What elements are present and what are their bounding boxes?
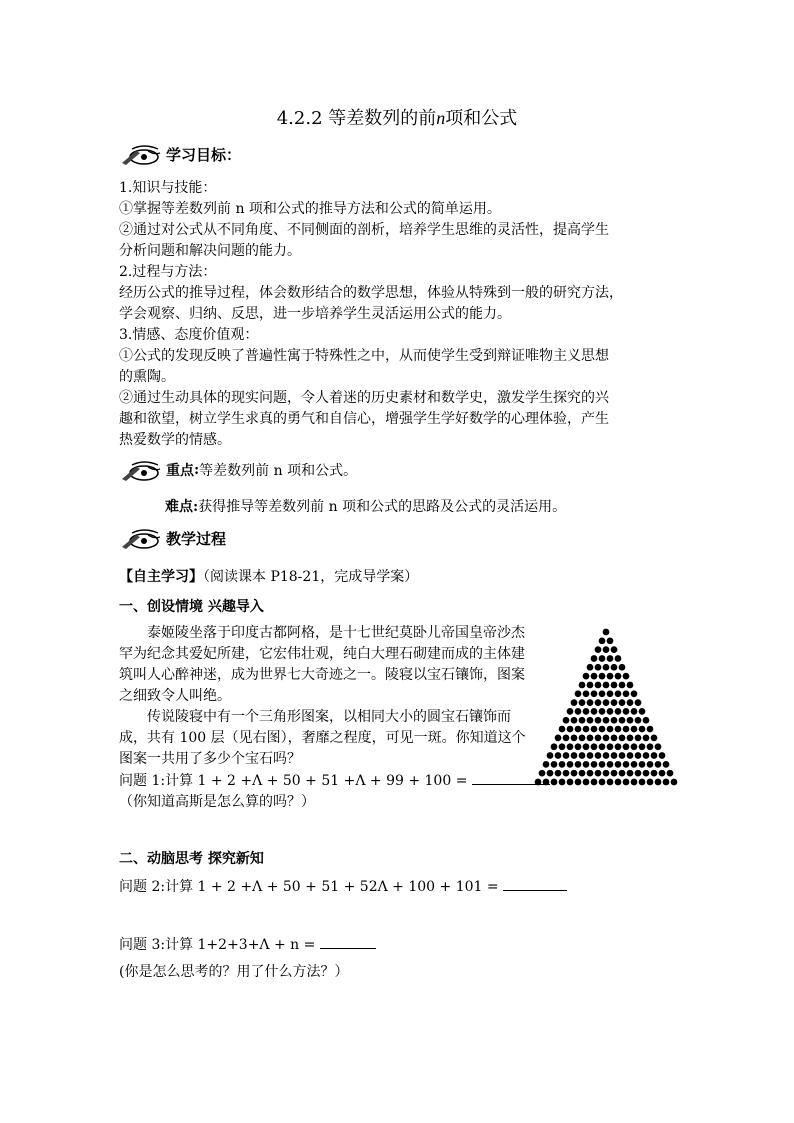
gem-dot: [571, 770, 578, 777]
gem-dot: [607, 708, 614, 715]
gem-dot: [643, 752, 650, 759]
gem-dot: [627, 735, 634, 742]
gem-dot: [567, 708, 574, 715]
gem-dot: [587, 699, 594, 706]
gem-dot: [635, 770, 642, 777]
gem-dot: [623, 708, 630, 715]
gem-dot: [647, 761, 654, 768]
gem-dot: [591, 655, 598, 662]
gem-dot: [663, 761, 670, 768]
gem-dot: [599, 690, 606, 697]
gem-dot: [575, 708, 582, 715]
answer-blank[interactable]: [472, 770, 550, 785]
gem-dot: [619, 752, 626, 759]
gem-dot: [607, 726, 614, 733]
gem-dot: [591, 779, 598, 786]
gem-dot: [555, 735, 562, 742]
gem-dot: [603, 717, 610, 724]
gem-dot: [623, 726, 630, 733]
gem-dot: [555, 752, 562, 759]
goals-line: 1.知识与技能：: [119, 180, 217, 196]
gem-dot: [611, 717, 618, 724]
gem-dot: [583, 779, 590, 786]
section-goals: [118, 140, 241, 168]
gem-dot: [603, 629, 610, 636]
gem-dot: [563, 770, 570, 777]
gem-dot: [543, 761, 550, 768]
gem-dot: [595, 699, 602, 706]
gem-dot: [639, 779, 646, 786]
gem-dot: [583, 726, 590, 733]
gem-dot: [611, 752, 618, 759]
gem-dot: [611, 770, 618, 777]
gem-dot: [579, 770, 586, 777]
gem-dot: [551, 761, 558, 768]
gem-dot: [603, 752, 610, 759]
gem-dot: [639, 743, 646, 750]
gem-dot: [651, 770, 658, 777]
gem-dot: [615, 726, 622, 733]
goals-line: ②通过生动具体的现实问题，令人着迷的历史素材和数学史，激发学生探究的兴: [119, 390, 609, 406]
gem-dot: [607, 637, 614, 644]
gem-dot: [591, 743, 598, 750]
answer-blank[interactable]: [320, 934, 376, 949]
gem-dot: [651, 735, 658, 742]
gem-dot: [595, 752, 602, 759]
gem-triangle-figure: [533, 626, 679, 788]
part2-heading: 二、动脑思考 探究新知: [119, 851, 264, 867]
gem-dot: [599, 761, 606, 768]
gem-dot: [607, 761, 614, 768]
gem-dot: [571, 752, 578, 759]
gem-dot: [627, 752, 634, 759]
gem-triangle-dots: [535, 629, 678, 786]
gem-dot: [579, 717, 586, 724]
gem-dot: [619, 682, 626, 689]
gem-dot: [635, 752, 642, 759]
gem-dot: [583, 761, 590, 768]
gem-dot: [619, 664, 626, 671]
gem-dot: [627, 682, 634, 689]
self-study-line: [119, 566, 418, 586]
gem-dot: [623, 690, 630, 697]
gem-dot: [615, 743, 622, 750]
goals-line: ①公式的发现反映了普遍性寓于特殊性之中，从而使学生受到辩证唯物主义思想: [119, 348, 609, 364]
gem-dot: [547, 752, 554, 759]
gem-dot: [571, 735, 578, 742]
key-point-label: 重点: [166, 463, 194, 479]
gem-dot: [631, 761, 638, 768]
hard-point-text: 获得推导等差数列前 n 项和公式的思路及公式的灵活运用。: [198, 499, 567, 515]
gem-dot: [587, 717, 594, 724]
gem-dot: [591, 708, 598, 715]
gem-dot: [575, 690, 582, 697]
gem-dot: [607, 743, 614, 750]
gem-dot: [619, 770, 626, 777]
section-process: [118, 524, 226, 552]
gem-dot: [599, 637, 606, 644]
gem-dot: [603, 682, 610, 689]
gem-dot: [603, 770, 610, 777]
section-key: 重点 : 等差数列前 n 项和公式。: [118, 456, 357, 484]
gem-dot: [563, 735, 570, 742]
gem-dot: [559, 726, 566, 733]
section-process-label: 教学过程: [166, 529, 227, 548]
goals-line: ②通过对公式从不同角度、不同侧面的剖析，培养学生思维的灵活性，提高学生: [119, 222, 609, 238]
gem-dot: [559, 779, 566, 786]
gem-dot: [587, 682, 594, 689]
gem-dot: [603, 646, 610, 653]
gem-dot: [615, 673, 622, 680]
gem-dot: [579, 735, 586, 742]
goals-line: 的熏陶。: [119, 369, 175, 385]
pen-hand-icon: [118, 457, 164, 483]
gem-dot: [583, 673, 590, 680]
goals-line: 趣和欲望，树立学生求真的勇气和自信心，增强学生学好数学的心理体验，产生: [119, 411, 609, 427]
gem-dot: [595, 717, 602, 724]
gem-dot: [615, 708, 622, 715]
gem-dot: [575, 761, 582, 768]
question-2: 问题 2:计算 1 + 2 +Λ + 50 + 51 + 52Λ + 100 + 101 =: [119, 876, 567, 896]
part1-intro: [119, 623, 529, 770]
gem-dot: [611, 682, 618, 689]
gem-dot: [647, 743, 654, 750]
gem-dot: [587, 752, 594, 759]
gem-dot: [611, 646, 618, 653]
gem-dot: [635, 717, 642, 724]
gem-dot: [643, 770, 650, 777]
goals-line: 分析问题和解决问题的能力。: [119, 243, 301, 259]
gem-dot: [671, 779, 678, 786]
goals-line: 2.过程与方法：: [119, 264, 217, 280]
gem-dot: [643, 735, 650, 742]
gem-dot: [599, 673, 606, 680]
gem-dot: [627, 699, 634, 706]
goals-line: 热爱数学的情感。: [119, 432, 231, 448]
gem-dot: [615, 761, 622, 768]
gem-dot: [603, 699, 610, 706]
gem-dot: [659, 770, 666, 777]
gem-dot: [571, 717, 578, 724]
gem-dot: [631, 690, 638, 697]
gem-dot: [611, 664, 618, 671]
question-3: 问题 3:计算 1+2+3+Λ + n =: [119, 934, 376, 954]
gem-dot: [583, 690, 590, 697]
gem-dot: [619, 735, 626, 742]
intro-paragraph: 泰姬陵坐落于印度古都阿格，是十七世纪莫卧儿帝国皇帝沙杰罕为纪念其爱妃所建，它宏伟壮观，纯白大理石砌建而成的主体建筑叫人心醉神迷，成为世界七大奇迹之一。陵寝以宝石镶饰，图案之细致令人叫绝。: [119, 625, 525, 704]
gem-dot: [611, 735, 618, 742]
hard-point: 难点:获得推导等差数列前 n 项和公式的思路及公式的灵活运用。: [165, 499, 567, 515]
gem-dot: [579, 682, 586, 689]
gem-dot: [583, 743, 590, 750]
goals-line: ①掌握等差数列前 n 项和公式的推导方法和公式的简单运用。: [119, 201, 501, 217]
gem-dot: [587, 770, 594, 777]
gem-dot: [555, 770, 562, 777]
gem-dot: [575, 779, 582, 786]
gem-dot: [631, 779, 638, 786]
gem-dot: [599, 779, 606, 786]
gem-dot: [595, 646, 602, 653]
gem-dot: [595, 682, 602, 689]
gem-dot: [635, 735, 642, 742]
self-study-label: 【自主学习】: [119, 569, 203, 585]
gem-dot: [567, 726, 574, 733]
gem-dot: [579, 752, 586, 759]
gem-dot: [603, 664, 610, 671]
gem-dot: [563, 717, 570, 724]
part1-heading: 一、创设情境 兴趣导入: [119, 599, 264, 615]
gem-dot: [575, 743, 582, 750]
gem-dot: [615, 655, 622, 662]
gem-dot: [567, 761, 574, 768]
gem-dot: [587, 735, 594, 742]
gem-dot: [563, 752, 570, 759]
gem-dot: [631, 743, 638, 750]
gem-dot: [599, 743, 606, 750]
gem-dot: [655, 779, 662, 786]
gem-dot: [595, 735, 602, 742]
gem-dot: [607, 779, 614, 786]
gem-dot: [655, 743, 662, 750]
gem-dot: [559, 743, 566, 750]
gem-dot: [603, 735, 610, 742]
goals-line: 3.情感、态度价值观：: [119, 327, 259, 343]
gem-dot: [599, 726, 606, 733]
gem-dot: [611, 699, 618, 706]
question-3-note: (你是怎么思考的？用了什么方法？）: [119, 964, 349, 980]
gem-dot: [607, 655, 614, 662]
gem-dot: [627, 770, 634, 777]
gem-dot: [575, 726, 582, 733]
key-point-text: 等差数列前 n 项和公式。: [199, 463, 358, 479]
gem-dot: [579, 699, 586, 706]
gem-dot: [591, 761, 598, 768]
gem-dot: [551, 779, 558, 786]
gem-dot: [607, 673, 614, 680]
gem-dot: [639, 708, 646, 715]
question-1: 问题 1:计算 1 + 2 +Λ + 50 + 51 +Λ + 99 + 100 =: [119, 770, 550, 790]
gem-dot: [627, 717, 634, 724]
goals-body: [119, 178, 679, 451]
gem-dot: [623, 673, 630, 680]
pen-hand-icon: [118, 525, 164, 551]
gem-dot: [663, 779, 670, 786]
gem-dot: [567, 743, 574, 750]
gem-dot: [591, 690, 598, 697]
gem-dot: [639, 726, 646, 733]
page-title: 4.2.2 等差数列的前n项和公式: [276, 108, 518, 129]
gem-dot: [655, 761, 662, 768]
self-study-note: （阅读课本 P18-21，完成导学案）: [203, 569, 419, 585]
gem-dot: [631, 726, 638, 733]
gem-dot: [647, 726, 654, 733]
gem-dot: [647, 779, 654, 786]
gem-dot: [635, 699, 642, 706]
gem-dot: [607, 690, 614, 697]
goals-line: 经历公式的推导过程，体会数形结合的数学思想，体验从特殊到一般的研究方法，: [119, 285, 623, 301]
gem-dot: [619, 717, 626, 724]
gem-dot: [643, 717, 650, 724]
gem-dot: [599, 708, 606, 715]
goals-line: 学会观察、归纳、反思，进一步培养学生灵活运用公式的能力。: [119, 306, 511, 322]
gem-dot: [623, 761, 630, 768]
gem-dot: [623, 779, 630, 786]
gem-dot: [651, 752, 658, 759]
pen-hand-icon: [118, 141, 164, 167]
gem-dot: [595, 664, 602, 671]
gem-dot: [587, 664, 594, 671]
gem-dot: [595, 770, 602, 777]
question-1-note: （你知道高斯是怎么算的吗？）: [119, 794, 315, 810]
answer-blank[interactable]: [503, 876, 567, 891]
gem-dot: [639, 761, 646, 768]
gem-dot: [615, 779, 622, 786]
gem-dot: [591, 673, 598, 680]
gem-dot: [591, 726, 598, 733]
intro-paragraph: 传说陵寝中有一个三角形图案，以相同大小的圆宝石镶饰而成，共有 100 层（见右图），奢靡之程度，可见一斑。你知道这个图案一共用了多少个宝石吗？: [119, 709, 526, 767]
gem-dot: [571, 699, 578, 706]
gem-dot: [615, 690, 622, 697]
gem-dot: [619, 699, 626, 706]
gem-dot: [659, 752, 666, 759]
section-goals-label: 学习目标：: [166, 145, 242, 164]
gem-dot: [567, 779, 574, 786]
gem-dot: [551, 743, 558, 750]
gem-dot: [631, 708, 638, 715]
gem-dot: [599, 655, 606, 662]
hard-point-label: 难点: [165, 499, 193, 515]
gem-dot: [583, 708, 590, 715]
gem-dot: [559, 761, 566, 768]
gem-dot: [667, 770, 674, 777]
gem-dot: [623, 743, 630, 750]
